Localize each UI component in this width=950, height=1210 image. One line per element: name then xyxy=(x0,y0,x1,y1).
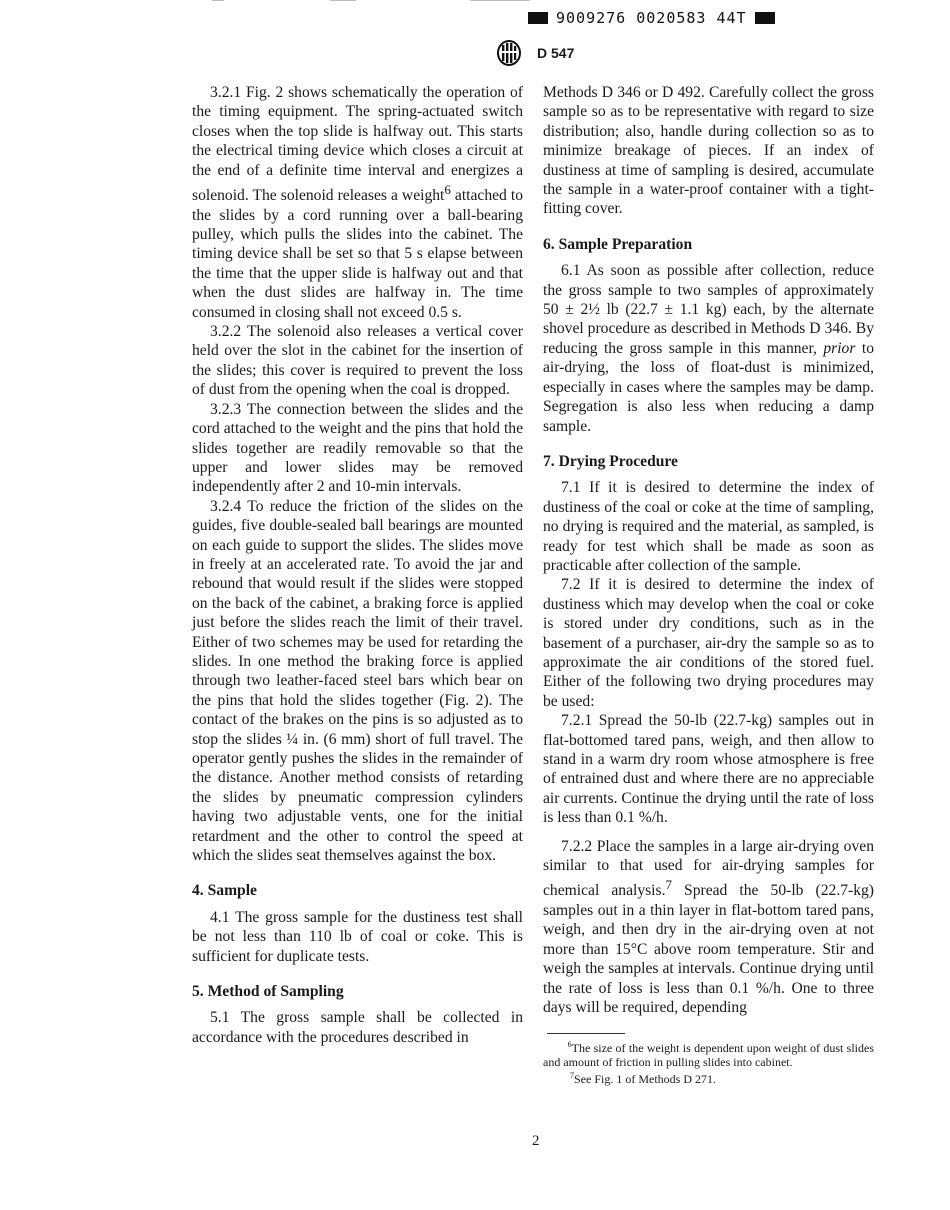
section-heading-method-of-sampling: 5. Method of Sampling xyxy=(192,983,344,1001)
barcode-text: 9009276 0020583 44T xyxy=(556,9,747,27)
paragraph-3-2-2: 3.2.2 The solenoid also releases a vertical cover held over the slot in the cabinet for the insertion of the slides; this cover is required to prevent the loss of dust from the opening when the coal is dropped. xyxy=(192,323,523,399)
paragraph-6-1: 6.1 As soon as possible after collection, reduce the gross sample to two samples of approximately 50 ± 2½ lb (22.7 ± 1.1 kg) each, by the alternate shovel procedure as described in Methods D 346. By reducing the gross sample in this manner, prior to air-drying, the loss of float-dust is minimized, especially in cases where the samples may be damp. Segregation is also less when reducing a damp sample. xyxy=(543,262,874,435)
barcode-block-left xyxy=(528,12,548,24)
scan-artifact xyxy=(330,0,356,1)
astm-logo-icon xyxy=(497,40,521,66)
footnote-ref-6: 6 xyxy=(444,182,451,198)
barcode-line xyxy=(528,9,775,27)
footnote-divider xyxy=(547,1033,625,1034)
paragraph-4-1: 4.1 The gross sample for the dustiness test shall be not less than 110 lb of coal or coke. This is sufficient for duplicate tests. xyxy=(192,908,523,965)
emphasis-prior: prior xyxy=(823,339,856,357)
paragraph-7-1: 7.1 If it is desired to determine the index of dustiness of the coal or coke at the time of sampling, no drying is required and the material, as sampled, is ready for test which shall be made as soon as practicable after collection of the sample. xyxy=(543,479,874,574)
paragraph-7-2-1: 7.2.1 Spread the 50-lb (22.7-kg) samples out in flat-bottomed tared pans, weigh, and then allow to stand in a warm dry room whose atmosphere is free of entrained dust and where there are no appreciable air currents. Continue the drying until the rate of loss is less than 0.1 %/h. xyxy=(543,712,874,827)
left-column xyxy=(192,83,523,1047)
footnote-ref-7: 7 xyxy=(665,877,672,893)
barcode-block-right xyxy=(755,12,775,24)
footnote-6: $^6$The size of the weight is dependent upon weight of dust slides and amount of friction in pulling slides into cabinet. xyxy=(543,1040,874,1070)
paragraph-5-1: 5.1 The gross sample shall be collected in accordance with the procedures described in xyxy=(192,1009,523,1046)
section-heading-sample: 4. Sample xyxy=(192,882,257,900)
standard-designation: D 547 xyxy=(537,45,575,61)
paragraph-5-1-continued: Methods D 346 or D 492. Carefully collect the gross sample so as to be representative with regard to size distribution; also, handle during collection so as to minimize breakage of pieces. If an index of dustiness at time of sampling is desired, accumulate the sample in a water-proof container with a tight-fitting cover. xyxy=(543,84,874,218)
page-header xyxy=(497,40,574,66)
scan-artifact xyxy=(470,0,530,1)
footnote-7: $^7$See Fig. 1 of Methods D 271. xyxy=(570,1071,716,1087)
page-number: 2 xyxy=(532,1133,540,1149)
paragraph-3-2-4: 3.2.4 To reduce the friction of the slides on the guides, five double-sealed ball bearings are mounted on each guide to support the slides. The slides move in freely at an accelerated rate. To avoid the jar and rebound that would result if the slides were stopped on the back of the cabinet, a braking force is applied just before the slides reach the limit of their travel. Either of two schemes may be used for retarding the slides. In one method the braking force is applied through two leather-faced steel bars which bear on the pins that hold the slides together (Fig. 2). The contact of the brakes on the pins is so adjusted as to stop the slides ¼ in. (6 mm) short of full travel. The operator gently pushes the slides in the remainder of the distance. Another method consists of retarding the slides by pneumatic compression cylinders having two adjustable vents, one for the initial retardment and the other to control the speed at which the slides seat themselves against the box. xyxy=(192,497,523,865)
section-heading-sample-preparation: 6. Sample Preparation xyxy=(543,235,693,253)
right-column xyxy=(543,83,874,1086)
section-heading-drying-procedure: 7. Drying Procedure xyxy=(543,452,678,470)
paragraph-3-2-1: 3.2.1 Fig. 2 shows schematically the operation of the timing equipment. The spring-actuated switch closes when the top slide is halfway out. This starts the electrical timing device which closes a circuit at the end of a definite time interval and energizes a solenoid. The solenoid releases a weight$^6$ attached to the slides by a cord running over a ball-bearing pulley, which pulls the slides into the cabinet. The timing device shall be set so that 5 s elapse between the time that the upper slide is halfway out and that when the dust slides are halfway in. The time consumed in closing shall not exceed 0.5 s. xyxy=(192,84,523,321)
paragraph-7-2: 7.2 If it is desired to determine the index of dustiness which may develop when the coal or coke is stored under dry conditions, such as in the basement of a purchaser, air-dry the sample so as to approximate the air conditions of the stored fuel. Either of the following two drying procedures may be used: xyxy=(543,576,874,710)
paragraph-3-2-3: 3.2.3 The connection between the slides and the cord attached to the weight and the pins that hold the slides together are readily removable so that the upper and lower slides may be removed independently after 2 and 10-min intervals. xyxy=(192,400,523,496)
scan-artifact xyxy=(212,0,224,1)
paragraph-7-2-2: 7.2.2 Place the samples in a large air-drying oven similar to that used for air-drying samples for chemical analysis.$^7$ Spread the 50-lb (22.7-kg) samples out in a thin layer in flat-bottom tared pans, weigh, and then dry in the air-drying oven at not more than 15°C above room temperature. Stir and weigh the samples at intervals. Continue drying until the rate of loss is less than 0.1 %/h. One to three days will be required, depending xyxy=(543,837,874,1017)
